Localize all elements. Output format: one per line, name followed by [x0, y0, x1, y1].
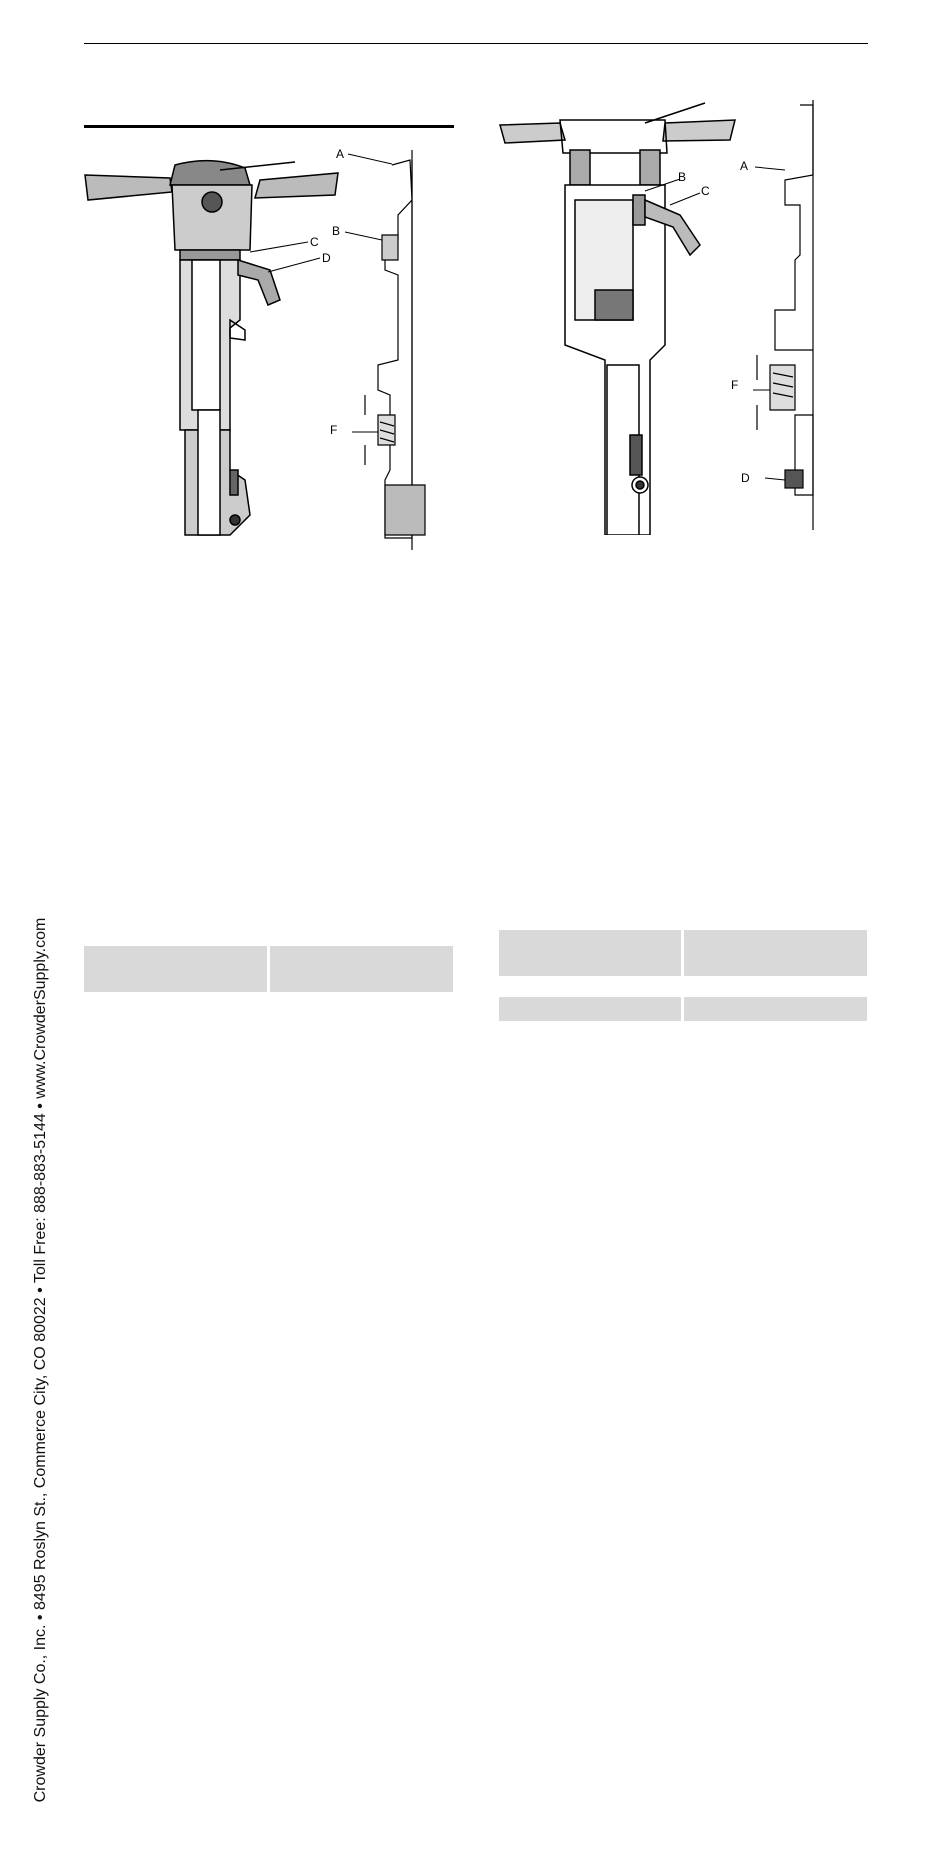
callout-a-left: A	[336, 147, 345, 161]
callout-d-right: D	[741, 471, 750, 485]
section-heading-bar	[84, 125, 454, 128]
callout-f-left: F	[330, 423, 338, 437]
callout-d-left: D	[322, 251, 331, 265]
right-table-header-cell-2	[684, 930, 867, 976]
right-table-header-cell-1	[499, 930, 681, 976]
callout-b-left: B	[332, 224, 341, 238]
callout-c-right: C	[701, 184, 710, 198]
callout-a-right: A	[740, 159, 749, 173]
right-table-subheader-cell-2	[684, 997, 867, 1021]
left-table-header-cell-2	[270, 946, 453, 992]
callout-c-left: C	[310, 235, 319, 249]
sidebar-contact-text: Crowder Supply Co., Inc. • 8495 Roslyn St., Commerce City, CO 80022 • Toll Free: 888-883-5144 • www.CrowderSupply.com	[32, 917, 49, 1803]
breaker-cutaway-figure-left	[80, 140, 440, 560]
header-rule	[84, 43, 868, 44]
right-table-subheader-cell-1	[499, 997, 681, 1021]
callout-f-right: F	[731, 378, 739, 392]
left-table-header-cell-1	[84, 946, 267, 992]
breaker-cutaway-figure-right	[495, 95, 825, 535]
callout-b-right: B	[678, 170, 687, 184]
